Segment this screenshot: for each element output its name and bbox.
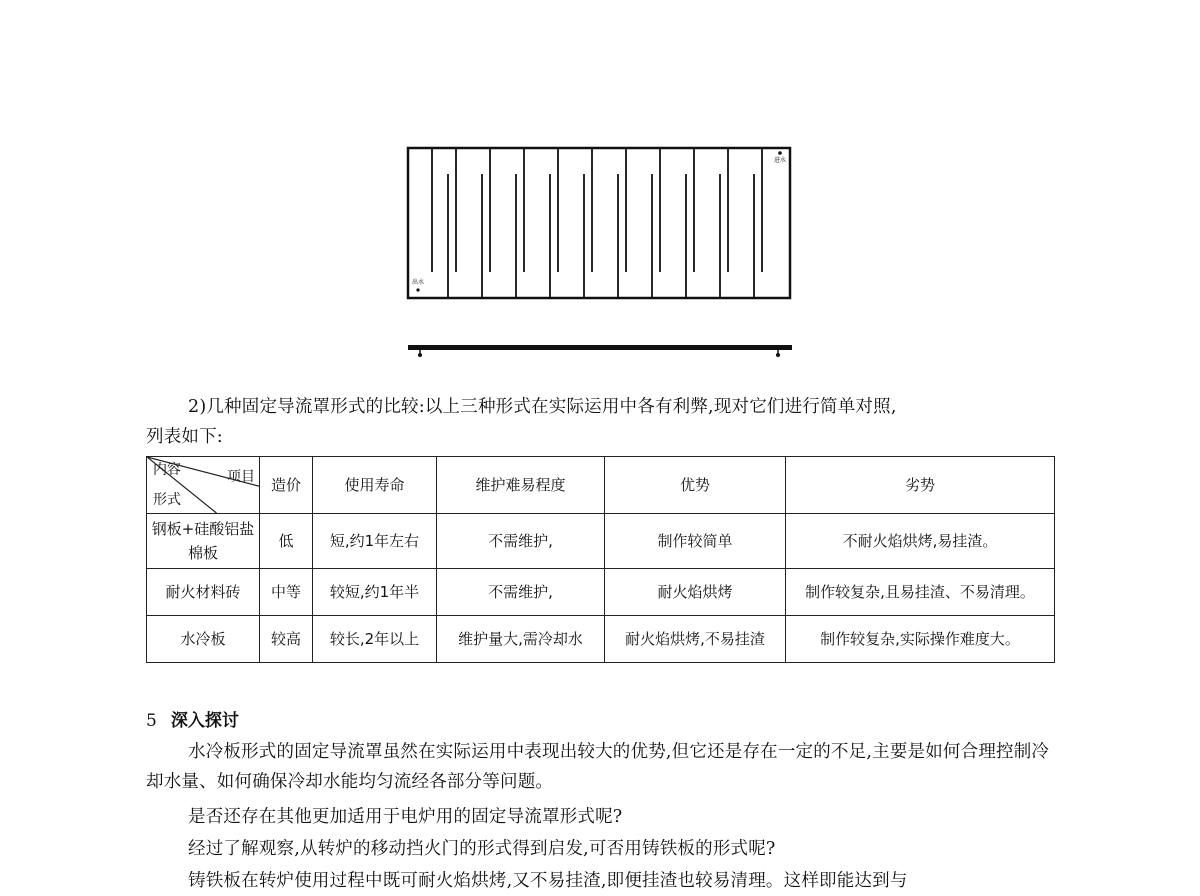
side-stub-right-end xyxy=(776,353,780,357)
cell-advantages: 制作较简单 xyxy=(605,514,786,569)
table-header-row xyxy=(147,457,1055,514)
cell-life: 短,约1年左右 xyxy=(313,514,437,569)
side-stub-left-end xyxy=(418,353,422,357)
section-heading xyxy=(146,706,239,731)
section-paragraph-2: 是否还存在其他更加适用于电炉用的固定导流罩形式呢? xyxy=(188,807,623,827)
cell-form: 水冷板 xyxy=(147,616,260,663)
water-cooled-plate-figure xyxy=(404,144,796,360)
inlet-label: 进水 xyxy=(773,157,787,164)
cell-life: 较长,2年以上 xyxy=(313,616,437,663)
header-advantages: 优势 xyxy=(605,457,786,514)
cell-maintenance: 维护量大,需冷却水 xyxy=(437,616,605,663)
intro-line-2: 列表如下: xyxy=(146,427,223,447)
table-row xyxy=(147,616,1055,663)
header-maintenance: 维护难易程度 xyxy=(437,457,605,514)
outlet-label: 出水 xyxy=(411,279,425,286)
section-number: 5 xyxy=(146,711,157,731)
section-title: 深入探讨 xyxy=(170,711,239,731)
plate-side-view xyxy=(408,345,792,350)
corner-header-cell xyxy=(147,457,260,514)
cell-maintenance: 不需维护, xyxy=(437,569,605,616)
intro-line-1: 2)几种固定导流罩形式的比较:以上三种形式在实际运用中各有利弊,现对它们进行简单对照, xyxy=(188,397,897,417)
section-paragraph-1: 水冷板形式的固定导流罩虽然在实际运用中表现出较大的优势,但它还是存在一定的不足,主要是如何合理控制冷却水量、如何确保冷却水能均匀流经各部分等问题。 xyxy=(146,742,1050,792)
cell-form: 耐火材料砖 xyxy=(147,569,260,616)
cell-advantages: 耐火焰烘烤 xyxy=(605,569,786,616)
cell-disadvantages: 不耐火焰烘烤,易挂渣。 xyxy=(786,514,1055,569)
cell-cost: 中等 xyxy=(260,569,313,616)
cell-cost: 低 xyxy=(260,514,313,569)
serpentine-diagram xyxy=(404,144,796,360)
serpentine-channels xyxy=(432,148,762,298)
section-paragraph-3: 经过了解观察,从转炉的移动挡火门的形式得到启发,可否用铸铁板的形式呢? xyxy=(188,839,776,859)
outlet-dot xyxy=(416,288,419,291)
cell-disadvantages: 制作较复杂,且易挂渣、不易清理。 xyxy=(786,569,1055,616)
cell-advantages: 耐火焰烘烤,不易挂渣 xyxy=(605,616,786,663)
cell-form: 钢板+硅酸铝盐棉板 xyxy=(147,514,260,569)
plate-outline xyxy=(408,148,790,298)
header-cost: 造价 xyxy=(260,457,313,514)
corner-label-content: 内容 xyxy=(153,462,181,478)
cell-maintenance: 不需维护, xyxy=(437,514,605,569)
header-life: 使用寿命 xyxy=(313,457,437,514)
corner-label-item: 项目 xyxy=(227,469,255,485)
cell-cost: 较高 xyxy=(260,616,313,663)
cell-disadvantages: 制作较复杂,实际操作难度大。 xyxy=(786,616,1055,663)
corner-label-form: 形式 xyxy=(153,492,181,508)
table-row xyxy=(147,569,1055,616)
comparison-table xyxy=(146,456,1055,663)
inlet-dot xyxy=(778,151,782,155)
section-paragraph-4: 铸铁板在转炉使用过程中既可耐火焰烘烤,又不易挂渣,即便挂渣也较易清理。这样即能达到与 xyxy=(188,871,908,891)
table-row xyxy=(147,514,1055,569)
header-disadvantages: 劣势 xyxy=(786,457,1055,514)
cell-life: 较短,约1年半 xyxy=(313,569,437,616)
